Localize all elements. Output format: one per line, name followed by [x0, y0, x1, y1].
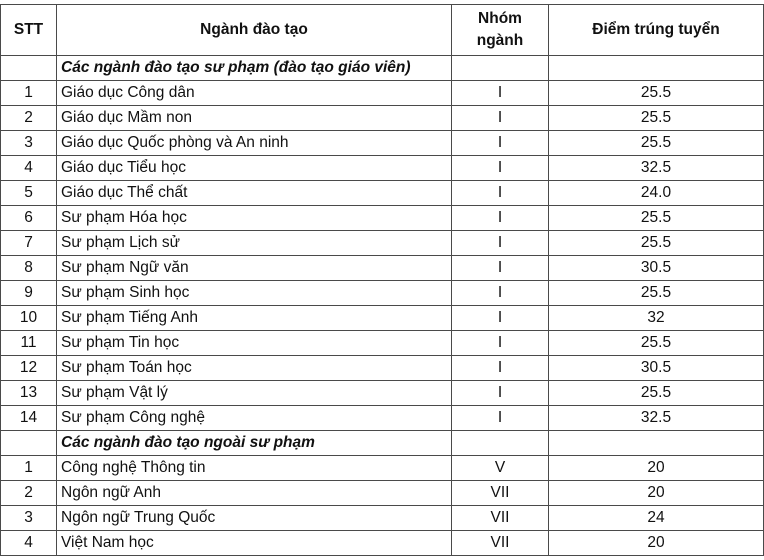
row-stt: 2 [1, 106, 57, 131]
row-stt: 3 [1, 131, 57, 156]
header-group-line1: Nhóm [478, 10, 522, 27]
row-major: Công nghệ Thông tin [57, 456, 452, 481]
row-score: 32 [549, 306, 764, 331]
row-score: 25.5 [549, 381, 764, 406]
table-row [1, 181, 764, 206]
row-score: 25.5 [549, 206, 764, 231]
row-stt: 12 [1, 356, 57, 381]
row-stt: 5 [1, 181, 57, 206]
table-row [1, 331, 764, 356]
row-major: Sư phạm Vật lý [57, 381, 452, 406]
table-row [1, 206, 764, 231]
row-major: Sư phạm Ngữ văn [57, 256, 452, 281]
row-group: I [452, 331, 549, 356]
row-major: Sư phạm Toán học [57, 356, 452, 381]
row-group: I [452, 381, 549, 406]
row-score: 30.5 [549, 256, 764, 281]
row-major: Sư phạm Công nghệ [57, 406, 452, 431]
row-score: 32.5 [549, 156, 764, 181]
row-stt: 10 [1, 306, 57, 331]
section-group-empty [452, 56, 549, 81]
row-group: I [452, 256, 549, 281]
row-major: Sư phạm Lịch sử [57, 231, 452, 256]
table-row [1, 356, 764, 381]
row-stt: 4 [1, 531, 57, 556]
row-stt: 14 [1, 406, 57, 431]
row-group: VII [452, 531, 549, 556]
row-major: Giáo dục Tiểu học [57, 156, 452, 181]
admission-scores-table [0, 4, 764, 556]
section-stt-empty [1, 56, 57, 81]
row-score: 30.5 [549, 356, 764, 381]
row-score: 25.5 [549, 331, 764, 356]
row-group: VII [452, 506, 549, 531]
row-major: Việt Nam học [57, 531, 452, 556]
table-body [1, 56, 764, 556]
section-title: Các ngành đào tạo sư phạm (đào tạo giáo viên) [57, 56, 452, 81]
table-row [1, 306, 764, 331]
row-group: VII [452, 481, 549, 506]
row-group: I [452, 406, 549, 431]
row-score: 24.0 [549, 181, 764, 206]
header-group-line2: ngành [476, 32, 524, 49]
section-header-row [1, 431, 764, 456]
row-stt: 8 [1, 256, 57, 281]
table-row [1, 406, 764, 431]
section-group-empty [452, 431, 549, 456]
table-row [1, 381, 764, 406]
table-row [1, 131, 764, 156]
header-stt: STT [1, 5, 57, 56]
header-major: Ngành đào tạo [57, 5, 452, 56]
table-row [1, 481, 764, 506]
section-title: Các ngành đào tạo ngoài sư phạm [57, 431, 452, 456]
row-major: Sư phạm Sinh học [57, 281, 452, 306]
row-score: 32.5 [549, 406, 764, 431]
row-stt: 1 [1, 456, 57, 481]
row-major: Ngôn ngữ Anh [57, 481, 452, 506]
row-stt: 4 [1, 156, 57, 181]
table-row [1, 281, 764, 306]
row-group: I [452, 281, 549, 306]
row-group: I [452, 231, 549, 256]
row-stt: 2 [1, 481, 57, 506]
header-row [1, 5, 764, 56]
row-major: Sư phạm Tin học [57, 331, 452, 356]
row-stt: 13 [1, 381, 57, 406]
row-stt: 11 [1, 331, 57, 356]
header-group [452, 5, 549, 56]
row-stt: 3 [1, 506, 57, 531]
row-score: 24 [549, 506, 764, 531]
section-header-row [1, 56, 764, 81]
row-major: Giáo dục Thể chất [57, 181, 452, 206]
row-stt: 9 [1, 281, 57, 306]
section-stt-empty [1, 431, 57, 456]
row-group: I [452, 306, 549, 331]
table-row [1, 81, 764, 106]
row-group: I [452, 156, 549, 181]
row-major: Giáo dục Quốc phòng và An ninh [57, 131, 452, 156]
table-header [1, 5, 764, 56]
table-row [1, 456, 764, 481]
row-stt: 7 [1, 231, 57, 256]
row-group: I [452, 106, 549, 131]
row-score: 20 [549, 456, 764, 481]
row-score: 20 [549, 481, 764, 506]
row-score: 25.5 [549, 131, 764, 156]
row-stt: 6 [1, 206, 57, 231]
row-group: I [452, 181, 549, 206]
table-row [1, 231, 764, 256]
header-score: Điểm trúng tuyển [549, 5, 764, 56]
section-score-empty [549, 56, 764, 81]
section-score-empty [549, 431, 764, 456]
table-row [1, 256, 764, 281]
row-score: 20 [549, 531, 764, 556]
row-major: Giáo dục Mầm non [57, 106, 452, 131]
table-row [1, 506, 764, 531]
table-row [1, 106, 764, 131]
row-group: I [452, 206, 549, 231]
row-major: Sư phạm Hóa học [57, 206, 452, 231]
row-group: I [452, 131, 549, 156]
row-stt: 1 [1, 81, 57, 106]
row-major: Ngôn ngữ Trung Quốc [57, 506, 452, 531]
row-score: 25.5 [549, 106, 764, 131]
row-major: Sư phạm Tiếng Anh [57, 306, 452, 331]
row-group: I [452, 81, 549, 106]
row-group: V [452, 456, 549, 481]
table-row [1, 156, 764, 181]
row-score: 25.5 [549, 81, 764, 106]
table-row [1, 531, 764, 556]
row-major: Giáo dục Công dân [57, 81, 452, 106]
row-group: I [452, 356, 549, 381]
row-score: 25.5 [549, 281, 764, 306]
row-score: 25.5 [549, 231, 764, 256]
